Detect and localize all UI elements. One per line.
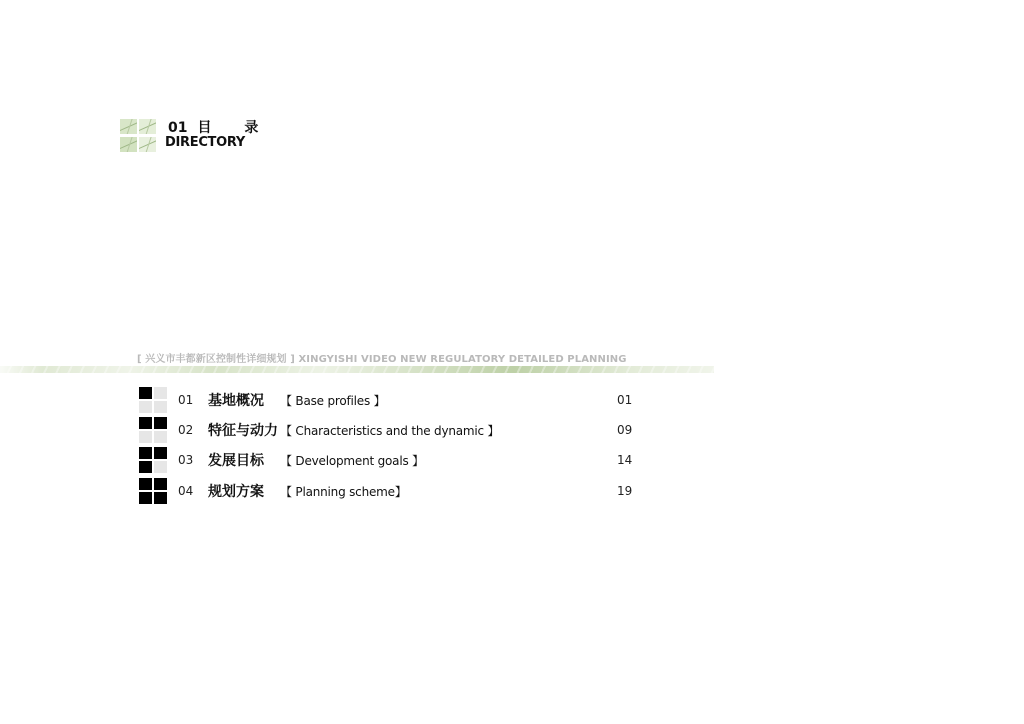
grid-cell	[139, 492, 152, 504]
map-thumbnail-icon	[139, 119, 156, 134]
toc-number: 04	[178, 484, 194, 498]
grid-cell	[154, 461, 167, 473]
toc-title-cn: 特征与动力	[208, 423, 278, 439]
toc-number: 01	[178, 393, 194, 407]
toc-number: 03	[178, 453, 194, 467]
grid-cell	[154, 478, 167, 490]
toc-page-number: 14	[617, 453, 633, 467]
grid-cell	[139, 447, 152, 459]
toc-title-en: 【 Planning scheme】	[280, 485, 407, 499]
grid-cell	[154, 387, 167, 399]
banner-map-strip	[0, 366, 714, 373]
header-thumbnail-grid	[120, 119, 156, 152]
grid-cell	[139, 401, 152, 413]
grid-cell	[139, 417, 152, 429]
toc-page-number: 09	[617, 423, 633, 437]
toc-title-cn: 发展目标	[208, 453, 264, 469]
page-title	[168, 117, 272, 137]
toc-page-number: 01	[617, 393, 633, 407]
toc-page-number: 19	[617, 484, 633, 498]
project-banner-text: [ 兴义市丰都新区控制性详细规划 ] XINGYISHI VIDEO NEW REGULATORY DETAILED PLANNING	[137, 354, 627, 365]
toc-item[interactable]	[0, 387, 700, 413]
grid-cell	[154, 447, 167, 459]
toc-item[interactable]	[0, 417, 700, 443]
toc-item[interactable]	[0, 478, 700, 504]
map-thumbnail-icon	[120, 119, 137, 134]
toc-title-en: 【 Development goals 】	[280, 454, 424, 468]
grid-cell	[154, 401, 167, 413]
grid-cell	[139, 478, 152, 490]
progress-grid-icon	[139, 447, 167, 473]
section-number: 01	[168, 120, 188, 136]
progress-grid-icon	[139, 417, 167, 443]
title-cn: 目 录	[197, 120, 273, 136]
map-thumbnail-icon	[139, 137, 156, 152]
grid-cell	[139, 431, 152, 443]
grid-cell	[139, 387, 152, 399]
toc-number: 02	[178, 423, 194, 437]
grid-cell	[154, 492, 167, 504]
progress-grid-icon	[139, 387, 167, 413]
grid-cell	[139, 461, 152, 473]
toc-title-en: 【 Characteristics and the dynamic 】	[280, 424, 500, 438]
toc-item[interactable]	[0, 447, 700, 473]
map-thumbnail-icon	[120, 137, 137, 152]
toc-title-en: 【 Base profiles 】	[280, 394, 386, 408]
grid-cell	[154, 431, 167, 443]
progress-grid-icon	[139, 478, 167, 504]
toc-title-cn: 规划方案	[208, 484, 264, 500]
page-subtitle: DIRECTORY	[165, 135, 245, 150]
toc-title-cn: 基地概况	[208, 393, 264, 409]
grid-cell	[154, 417, 167, 429]
